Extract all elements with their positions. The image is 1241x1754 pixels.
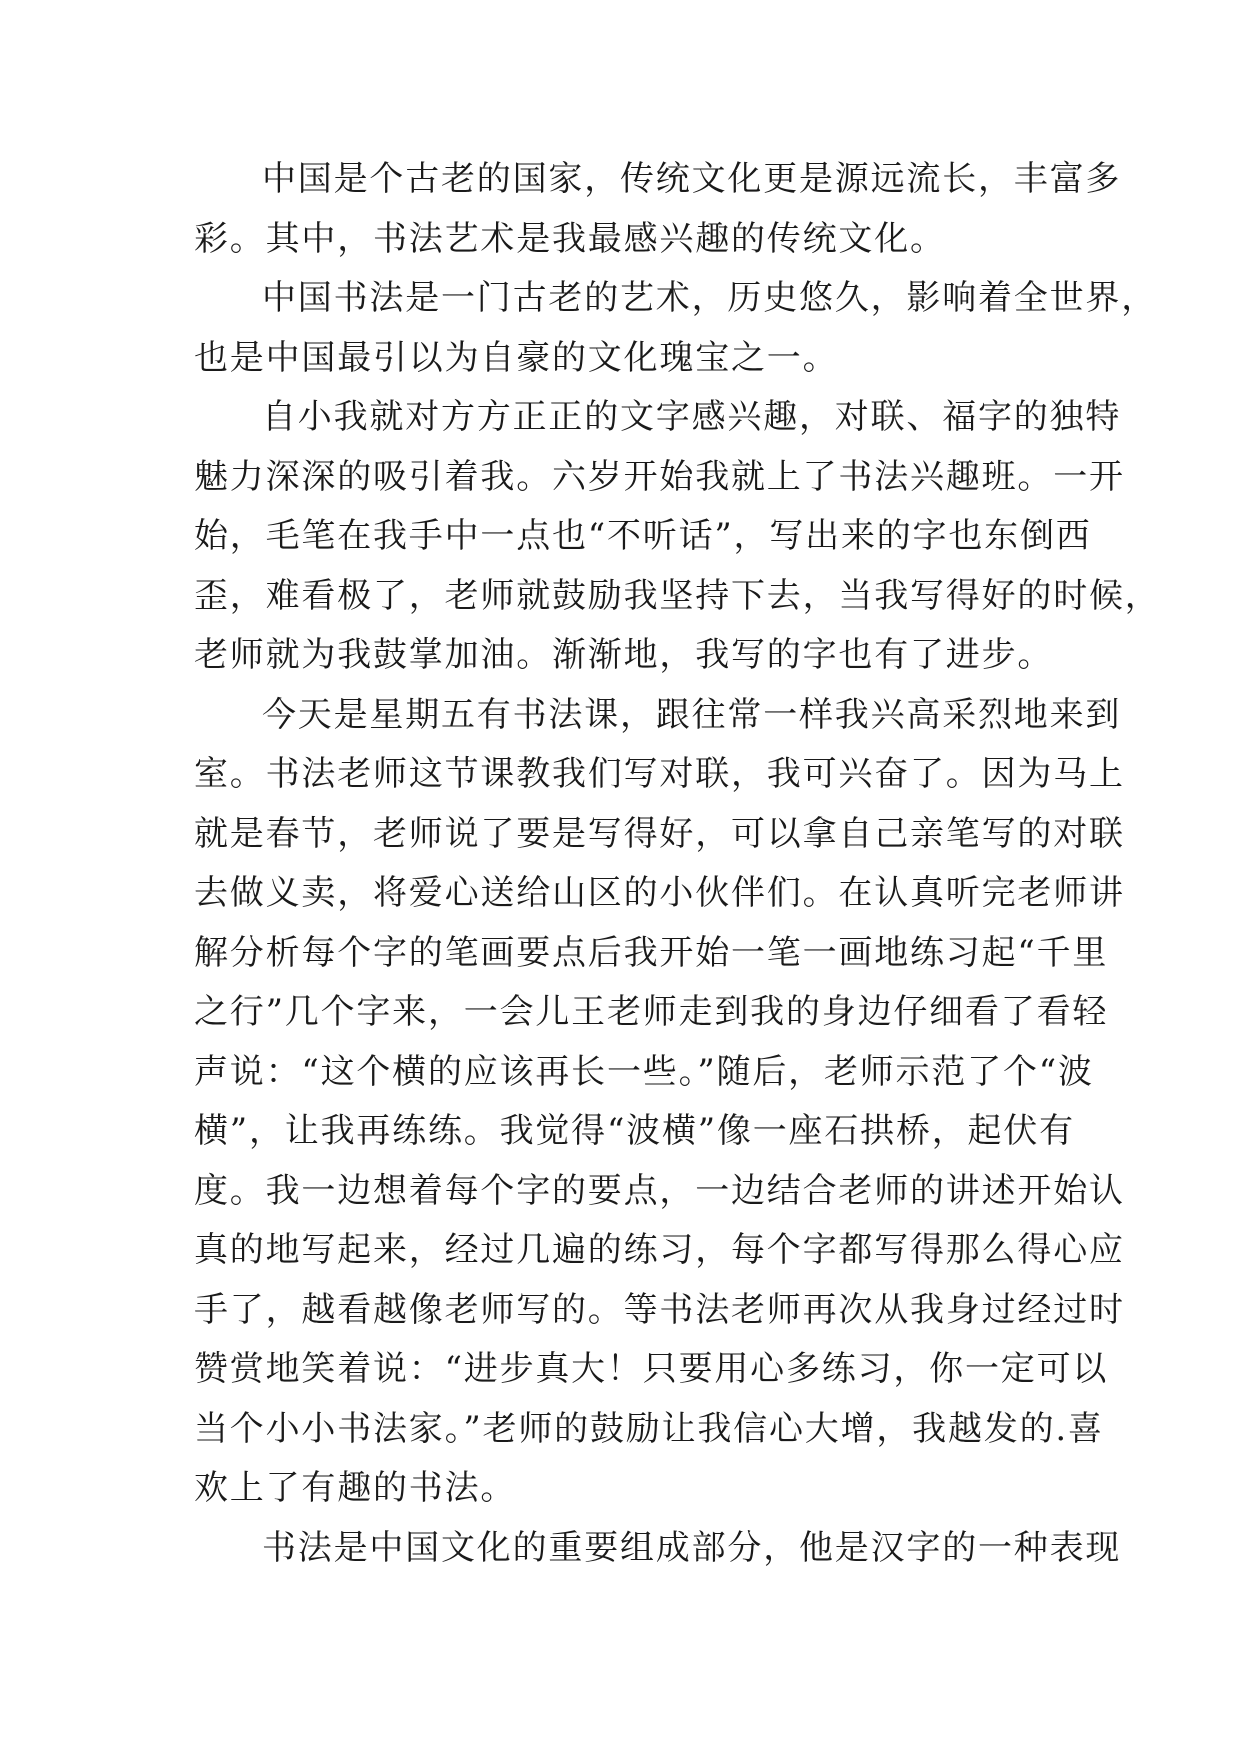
text-line: 中国书法是一门古老的艺术，历史悠久，影响着全世界， <box>262 278 1157 318</box>
text-line: 自小我就对方方正正的文字感兴趣，对联、福字的独特 <box>262 397 1122 437</box>
text-line: 就是春节，老师说了要是写得好，可以拿自己亲笔写的对联 <box>194 813 1125 854</box>
text-line: 真的地写起来，经过几遍的练习，每个字都写得那么得心应 <box>194 1230 1125 1270</box>
text-line: 解分析每个字的笔画要点后我开始一笔一画地练习起“千里 <box>194 932 1109 973</box>
text-line: 横”，让我再练练。我觉得“波横”像一座石拱桥，起伏有 <box>194 1111 1075 1151</box>
text-line: 室。书法老师这节课教我们写对联，我可兴奋了。因为马上 <box>194 754 1125 794</box>
text-line: 中国是个古老的国家，传统文化更是源远流长，丰富多 <box>262 159 1122 199</box>
text-line: 歪，难看极了，老师就鼓励我坚持下去，当我写得好的时候， <box>194 575 1161 616</box>
text-line: 彩。其中，书法艺术是我最感兴趣的传统文化。 <box>194 218 946 259</box>
text-line: 去做义卖，将爱心送给山区的小伙伴们。在认真听完老师讲 <box>194 873 1125 913</box>
text-line: 也是中国最引以为自豪的文化瑰宝之一。 <box>194 337 839 378</box>
text-line: 今天是星期五有书法课，跟往常一样我兴高采烈地来到 <box>262 694 1122 735</box>
text-line: 老师就为我鼓掌加油。渐渐地，我写的字也有了进步。 <box>194 635 1054 675</box>
text-line: 始，毛笔在我手中一点也“不听话”，写出来的字也东倒西 <box>194 516 1092 556</box>
text-line: 魅力深深的吸引着我。六岁开始我就上了书法兴趣班。一开 <box>194 456 1125 497</box>
text-line: 欢上了有趣的书法。 <box>194 1468 517 1508</box>
text-line: 之行”几个字来，一会儿王老师走到我的身边仔细看了看轻 <box>194 992 1109 1032</box>
text-line: 度。我一边想着每个字的要点，一边结合老师的讲述开始认 <box>194 1170 1125 1211</box>
text-line: 当个小小书法家。”老师的鼓励让我信心大增，我越发的.喜 <box>194 1408 1104 1449</box>
text-line: 书法是中国文化的重要组成部分，他是汉字的一种表现 <box>262 1527 1122 1568</box>
document-body <box>194 150 1161 1578</box>
text-line: 手了，越看越像老师写的。等书法老师再次从我身过经过时 <box>194 1289 1125 1330</box>
text-line: 声说：“这个横的应该再长一些。”随后，老师示范了个“波 <box>194 1051 1094 1092</box>
text-line: 赞赏地笑着说：“进步真大！只要用心多练习，你一定可以 <box>194 1349 1109 1389</box>
